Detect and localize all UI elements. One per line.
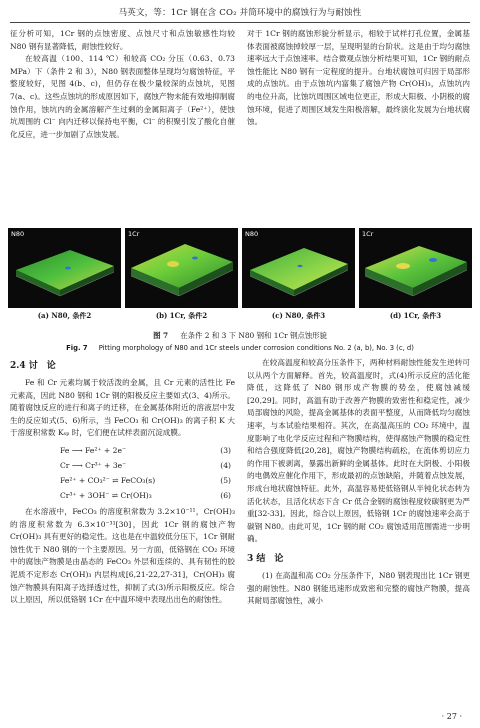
panel-tag: N80 xyxy=(11,230,25,238)
equation-4 xyxy=(10,458,235,473)
panel-tag: 1Cr xyxy=(128,230,140,238)
left-column-bottom xyxy=(10,357,235,607)
figure-caption-en xyxy=(8,344,472,352)
subcaption-a: (a) N80, 条件2 xyxy=(37,311,92,320)
page-number: · 27 · xyxy=(441,712,462,721)
equation-number: (3) xyxy=(220,445,231,455)
paragraph: 在较高温度和较高分压条件下，两种材料耐蚀性能发生逆转可以从两个方面解释。首先，较高温度时，式(4)所示反应的活化能降低，这降低了 N80 钢形成产物膜的势垒，使腐蚀减缓[20,29]。同时，高温有助于改善产物膜的致密性和稳定性，减少局部腐蚀的风险，提高金属基体的表面平整度，从而降低均匀腐蚀速率，与本试验结果相符。其次，在高温高压的 CO₂ 环境中，温度影响了电化学反应过程和产物膜结构，使得腐蚀产物膜的稳定性和结合强度降低[20,28]，腐蚀产物膜结构疏松，在流体剪切应力的作用下被剥离，暴露出新鲜的金属基体。此时在大阴极、小阳极的电偶效应催化作用下，形成最初的点蚀缺陷，并随着点蚀发展，形成台地状腐蚀特征。此外，高温容易使低铬钢从半钝化状态转为活化状态，且活化状态下含 Cr 低合金钢的腐蚀程度较碳钢更为严重[32-33]。因此，综合以上原因，低铬钢 1Cr 的腐蚀速率会高于碳钢 N80。由此可见，1Cr 钢的耐 CO₂ 腐蚀适用范围需进一步明确。 xyxy=(247,358,470,544)
equation-expr: Fe²⁺ + CO₃²⁻ ⇌ FeCO₃(s) xyxy=(60,475,156,485)
right-column-bottom xyxy=(247,357,470,608)
surface-3d-plot-b xyxy=(125,228,238,308)
section-heading-conclusion: 3 结 论 xyxy=(247,553,284,564)
pitting-panel-d xyxy=(359,228,472,308)
section-heading-discussion: 2.4 讨 论 xyxy=(10,361,56,371)
paragraph: 对于 1Cr 钢的腐蚀形貌分析显示，相较于试样打孔位置，金属基体表面被腐蚀掉较厚一层，呈现明显的台阶状。这是由于均匀腐蚀速率远大于点蚀速率。结合微观点蚀分析结果可知，1Cr 钢的耐点蚀性能比 N80 钢有一定程度的提升。台地状腐蚀可归因于局部形成的点蚀坑。由于点蚀坑内富集了腐蚀产物 Cr(OH)₃，点蚀坑内的电位升高，比蚀坑周围区域电位更正，形成大阳极、小阴极的腐蚀环境，促进了周围区域发生阳极溶解，最终演化发展为台地状腐蚀。 xyxy=(247,29,470,127)
paragraph: 征分析可知，1Cr 钢的点蚀密度、点蚀尺寸和点蚀敏感性均较 N80 钢有显著降低，耐蚀性较好。 xyxy=(10,29,235,51)
surface-3d-plot-a xyxy=(8,228,121,308)
subcaption-c: (c) N80, 条件3 xyxy=(271,311,326,320)
left-column-top xyxy=(10,28,235,141)
equation-number: (4) xyxy=(220,460,231,470)
paragraph: 在水溶液中，FeCO₃ 的溶度积常数为 3.2×10⁻¹¹，Cr(OH)₃ 的溶度积常数为 6.3×10⁻³¹[30]，因此 1Cr 钢的腐蚀产物 Cr(OH)₃ 具有更好的稳定性。这也是在中温较低分压下，1Cr 钢耐蚀性优于 N80 钢的一个主要原因。另一方面，低铬钢在 CO₂ 环境中的腐蚀产物膜是由晶态的 FeCO₃ 外层和连续的、具有韧性的胶泥质不定形态 Cr(OH)₃ 内层构成[6,21-22,27-31]，Cr(OH)₃ 腐蚀产物膜具有阳离子选择透过性，抑制了式(3)所示阳极反应。综合以上原因，所以低铬钢 1Cr 在中温环境中表现出出色的耐蚀性。 xyxy=(10,506,236,605)
pitting-panel-c xyxy=(242,228,355,308)
running-header: 马英文，等：1Cr 钢在含 CO₂ 并筒环境中的腐蚀行为与耐蚀性 xyxy=(118,8,362,18)
equation-number: (6) xyxy=(220,490,231,500)
figure-caption-cn-text: 在条件 2 和 3 下 N80 钢和 1Cr 钢点蚀形貌 xyxy=(180,331,327,340)
header-rule xyxy=(10,22,470,23)
pitting-panel-b xyxy=(125,228,238,308)
figure-caption-cn xyxy=(8,330,472,341)
figure-caption-en-text: Pitting morphology of N80 and 1Cr steels under corrosion conditions No. 2 (a, b), No. 3 (c, d) xyxy=(98,344,414,352)
figure-7 xyxy=(8,228,472,352)
paragraph: 在较高温（100、114 ℃）和较高 CO₂ 分压（0.63、0.73 MPa）下（条件 2 和 3），N80 钢表面整体呈现均匀腐蚀特征，平整度较好，见图 4(b、c)，但仍存在极少量较深的点蚀坑，见图 7(a、c)。这些点蚀坑的形成原因如下，腐蚀产物未能有效地抑制腐蚀作用，蚀坑内的金属溶解产生过剩的金属阳离子（Fe²⁺），使蚀坑周围的 Cl⁻ 向内迁移以保持电平衡，Cl⁻ 的积聚引发了酸化自催化反应，进一步加剧了点蚀发展。 xyxy=(10,54,235,139)
panel-tag: 1Cr xyxy=(362,230,374,238)
equation-expr: Cr ⟶ Cr³⁺ + 3e⁻ xyxy=(60,460,127,470)
surface-3d-plot-d xyxy=(359,228,472,308)
paragraph: (1) 在高温和高 CO₂ 分压条件下，N80 钢表现出比 1Cr 钢更强的耐蚀性。N80 钢能迅速形成致密和完整的腐蚀产物膜，提高其耐局部腐蚀性，减小 xyxy=(247,570,470,606)
subcaption-b: (b) 1Cr, 条件2 xyxy=(155,311,208,320)
figure-label-cn: 图 7 xyxy=(153,331,169,340)
right-column-top xyxy=(247,28,470,129)
equation-6 xyxy=(10,488,235,503)
figure-panels xyxy=(8,228,472,308)
pitting-panel-a xyxy=(8,228,121,308)
equation-block xyxy=(10,443,235,503)
paragraph: Fe 和 Cr 元素均属于较活泼的金属，且 Cr 元素的活性比 Fe 元素高，因此 N80 钢和 1Cr 钢的阳极反应主要如式(3、4)所示。随着腐蚀反应的进行和离子的迁移，在金属基体附近的溶液层中发生的反应如式(5、6)所示，当 FeCO₃ 和 Cr(OH)₃ 的离子积 K 大于溶度积常数 Kₛₚ 时，它们便在试样表面沉淀成膜。 xyxy=(10,378,235,438)
panel-tag: N80 xyxy=(245,230,259,238)
surface-3d-plot-c xyxy=(242,228,355,308)
figure-subcaptions xyxy=(8,311,472,321)
figure-label-en: Fig. 7 xyxy=(66,344,88,352)
subcaption-d: (d) 1Cr, 条件3 xyxy=(389,311,442,320)
equation-5 xyxy=(10,473,235,488)
equation-expr: Fe ⟶ Fe²⁺ + 2e⁻ xyxy=(60,445,126,455)
equation-expr: Cr³⁺ + 3OH⁻ ⇌ Cr(OH)₃ xyxy=(60,490,152,500)
equation-number: (5) xyxy=(220,475,231,485)
equation-3 xyxy=(10,443,235,458)
